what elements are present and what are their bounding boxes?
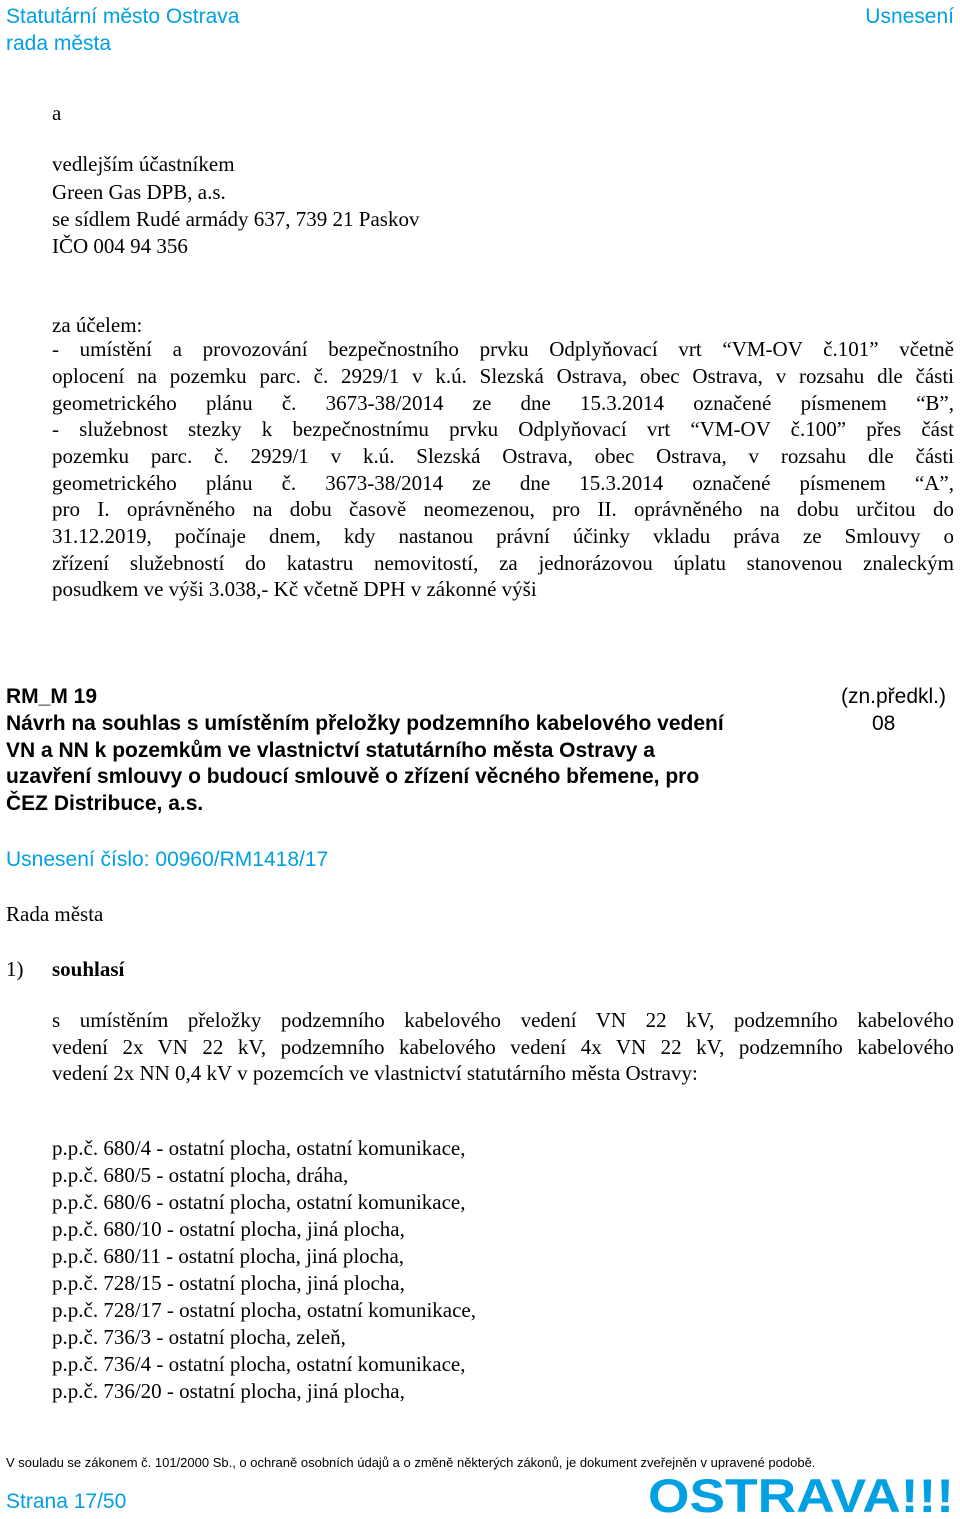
purpose-line: 31.12.2019, počínaje dnem, kdy nastanou právní účinky vkladu práva ze Smlouvy o: [52, 524, 954, 548]
item-zn-number: 08: [872, 712, 896, 735]
footer-note: V souladu se zákonem č. 101/2000 Sb., o ochraně osobních údajů a o změně některých zákonů, je dokument zveřejněn v upravené podobě.: [6, 1455, 816, 1470]
header-doc-type: Usnesení: [865, 5, 954, 28]
party-line: vedlejším účastníkem: [52, 152, 235, 176]
list-item: p.p.č. 736/4 - ostatní plocha, ostatní komunikace,: [52, 1352, 466, 1376]
svg-text:OSTRAVA!!!: OSTRAVA!!!: [648, 1474, 954, 1516]
purpose-line: geometrického plánu č. 3673-38/2014 ze dne 15.3.2014 označené písmenem “B”,: [52, 391, 954, 415]
list-item: p.p.č. 680/11 - ostatní plocha, jiná plocha,: [52, 1244, 405, 1268]
consent-line: s umístěním přeložky podzemního kabelového vedení VN 22 kV, podzemního kabelového: [52, 1008, 954, 1032]
list-item: p.p.č. 736/20 - ostatní plocha, jiná plocha,: [52, 1379, 405, 1403]
header-council: rada města: [6, 32, 112, 55]
purpose-line: geometrického plánu č. 3673-38/2014 ze dne 15.3.2014 označené písmenem “A”,: [52, 471, 954, 495]
party-line: IČO 004 94 356: [52, 234, 188, 258]
purpose-line: oplocení na pozemku parc. č. 2929/1 v k.ú. Slezská Ostrava, obec Ostrava, v rozsahu dle části: [52, 364, 954, 388]
list-item: p.p.č. 728/17 - ostatní plocha, ostatní komunikace,: [52, 1298, 476, 1322]
list-item: p.p.č. 680/6 - ostatní plocha, ostatní komunikace,: [52, 1190, 466, 1214]
purpose-line: - umístění a provozování bezpečnostního prvku Odplyňovací vrt “VM-OV č.101” včetně: [52, 337, 954, 361]
list-item: p.p.č. 680/5 - ostatní plocha, dráha,: [52, 1163, 349, 1187]
party-line: se sídlem Rudé armády 637, 739 21 Paskov: [52, 207, 420, 231]
list-item: p.p.č. 680/4 - ostatní plocha, ostatní komunikace,: [52, 1136, 466, 1160]
party-line: Green Gas DPB, a.s.: [52, 180, 226, 204]
point-verb: souhlasí: [52, 957, 125, 981]
resolution-number: Usnesení číslo: 00960/RM1418/17: [6, 848, 329, 871]
item-title-line: Návrh na souhlas s umístěním přeložky podzemního kabelového vedení: [6, 712, 724, 735]
letter-a: a: [52, 101, 62, 125]
item-title-line: VN a NN k pozemkům ve vlastnictví statutárního města Ostravy a: [6, 739, 655, 762]
page-number: Strana 17/50: [6, 1490, 127, 1513]
body-name: Rada města: [6, 902, 104, 926]
purpose-line: zřízení služebností do katastru nemovitostí, za jednorázovou úplatu stanovenou znaleckým: [52, 551, 954, 575]
purpose-label: za účelem:: [52, 313, 143, 337]
purpose-line: - služebnost stezky k bezpečnostnímu prvku Odplyňovací vrt “VM-OV č.100” přes část: [52, 417, 954, 441]
item-zn-label: (zn.předkl.): [840, 685, 946, 708]
consent-line: vedení 2x VN 22 kV, podzemního kabelového vedení 4x VN 22 kV, podzemního kabelového: [52, 1035, 954, 1059]
item-code: RM_M 19: [6, 685, 98, 708]
point-number: 1): [6, 957, 24, 981]
purpose-line: pozemku parc. č. 2929/1 v k.ú. Slezská Ostrava, obec Ostrava, v rozsahu dle části: [52, 444, 954, 468]
list-item: p.p.č. 680/10 - ostatní plocha, jiná plocha,: [52, 1217, 405, 1241]
item-title-line: uzavření smlouvy o budoucí smlouvě o zřízení věcného břemene, pro: [6, 765, 700, 788]
purpose-line: posudkem ve výši 3.038,- Kč včetně DPH v zákonné výši: [52, 577, 537, 601]
list-item: p.p.č. 736/3 - ostatní plocha, zeleň,: [52, 1325, 346, 1349]
list-item: p.p.č. 728/15 - ostatní plocha, jiná plocha,: [52, 1271, 405, 1295]
ostrava-logo: [648, 1474, 954, 1516]
header-city: Statutární město Ostrava: [6, 5, 240, 28]
consent-line: vedení 2x NN 0,4 kV v pozemcích ve vlastnictví statutárního města Ostravy:: [52, 1061, 698, 1085]
item-title-line: ČEZ Distribuce, a.s.: [6, 792, 204, 815]
purpose-line: pro I. oprávněného na dobu časově neomezenou, pro II. oprávněného na dobu určitou do: [52, 497, 954, 521]
